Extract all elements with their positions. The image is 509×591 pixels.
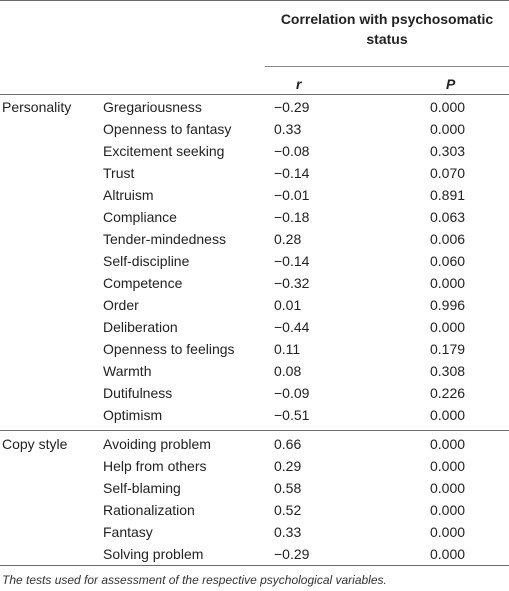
group-label: Copy style xyxy=(2,436,68,452)
row-r-value: 0.28 xyxy=(274,231,302,247)
row-label: Fantasy xyxy=(103,524,153,540)
table-bottom-rule xyxy=(0,565,509,566)
row-label: Tender-mindedness xyxy=(103,231,226,247)
row-r-value: 0.52 xyxy=(274,502,302,518)
row-label: Self-discipline xyxy=(103,253,190,269)
row-r-value: −0.51 xyxy=(274,407,310,423)
row-label: Excitement seeking xyxy=(103,143,225,159)
column-header-p: P xyxy=(446,76,456,92)
row-label: Help from others xyxy=(103,458,207,474)
row-r-value: 0.01 xyxy=(274,297,302,313)
row-label: Rationalization xyxy=(103,502,195,518)
row-p-value: 0.000 xyxy=(430,502,466,518)
row-label: Openness to fantasy xyxy=(103,121,232,137)
row-p-value: 0.891 xyxy=(430,187,466,203)
row-label: Compliance xyxy=(103,209,177,225)
row-p-value: 0.179 xyxy=(430,341,466,357)
row-p-value: 0.063 xyxy=(430,209,466,225)
row-label: Dutifulness xyxy=(103,385,173,401)
row-p-value: 0.000 xyxy=(430,436,466,452)
row-p-value: 0.000 xyxy=(430,407,466,423)
table-header-title: Correlation with psychosomatic status xyxy=(280,11,494,47)
row-r-value: −0.18 xyxy=(274,209,310,225)
header-mid-rule xyxy=(265,66,509,67)
row-label: Gregariousness xyxy=(103,99,202,115)
row-p-value: 0.000 xyxy=(430,275,466,291)
row-r-value: −0.32 xyxy=(274,275,310,291)
row-p-value: 0.070 xyxy=(430,165,466,181)
row-p-value: 0.060 xyxy=(430,253,466,269)
row-label: Optimism xyxy=(103,407,163,423)
table-footnote: The tests used for assessment of the respective psychological variables. xyxy=(2,573,387,587)
row-label: Self-blaming xyxy=(103,480,181,496)
row-label: Warmth xyxy=(103,363,152,379)
row-p-value: 0.996 xyxy=(430,297,466,313)
row-r-value: −0.09 xyxy=(274,385,310,401)
row-r-value: 0.29 xyxy=(274,458,302,474)
row-label: Deliberation xyxy=(103,319,178,335)
row-r-value: −0.14 xyxy=(274,165,310,181)
row-p-value: 0.000 xyxy=(430,480,466,496)
group-separator-rule xyxy=(0,430,509,431)
column-header-r: r xyxy=(296,76,302,92)
row-p-value: 0.000 xyxy=(430,99,466,115)
row-r-value: −0.44 xyxy=(274,319,310,335)
row-r-value: 0.33 xyxy=(274,524,302,540)
group-label: Personality xyxy=(2,99,72,115)
row-p-value: 0.000 xyxy=(430,524,466,540)
row-p-value: 0.000 xyxy=(430,121,466,137)
row-r-value: −0.29 xyxy=(274,99,310,115)
row-p-value: 0.303 xyxy=(430,143,466,159)
row-r-value: 0.33 xyxy=(274,121,302,137)
row-label: Altruism xyxy=(103,187,154,203)
row-r-value: −0.08 xyxy=(274,143,310,159)
row-r-value: 0.11 xyxy=(274,341,301,357)
row-p-value: 0.226 xyxy=(430,385,466,401)
row-p-value: 0.006 xyxy=(430,231,466,247)
header-bottom-rule xyxy=(0,94,509,95)
row-p-value: 0.308 xyxy=(430,363,466,379)
row-label: Order xyxy=(103,297,139,313)
table-top-rule xyxy=(0,0,509,1)
row-r-value: −0.29 xyxy=(274,546,310,562)
row-r-value: 0.66 xyxy=(274,436,302,452)
row-p-value: 0.000 xyxy=(430,546,466,562)
row-label: Competence xyxy=(103,275,183,291)
row-r-value: −0.14 xyxy=(274,253,310,269)
row-p-value: 0.000 xyxy=(430,458,466,474)
row-p-value: 0.000 xyxy=(430,319,466,335)
row-r-value: 0.08 xyxy=(274,363,302,379)
row-r-value: 0.58 xyxy=(274,480,302,496)
row-label: Avoiding problem xyxy=(103,436,211,452)
row-label: Openness to feelings xyxy=(103,341,235,357)
row-r-value: −0.01 xyxy=(274,187,310,203)
row-label: Solving problem xyxy=(103,546,204,562)
row-label: Trust xyxy=(103,165,135,181)
